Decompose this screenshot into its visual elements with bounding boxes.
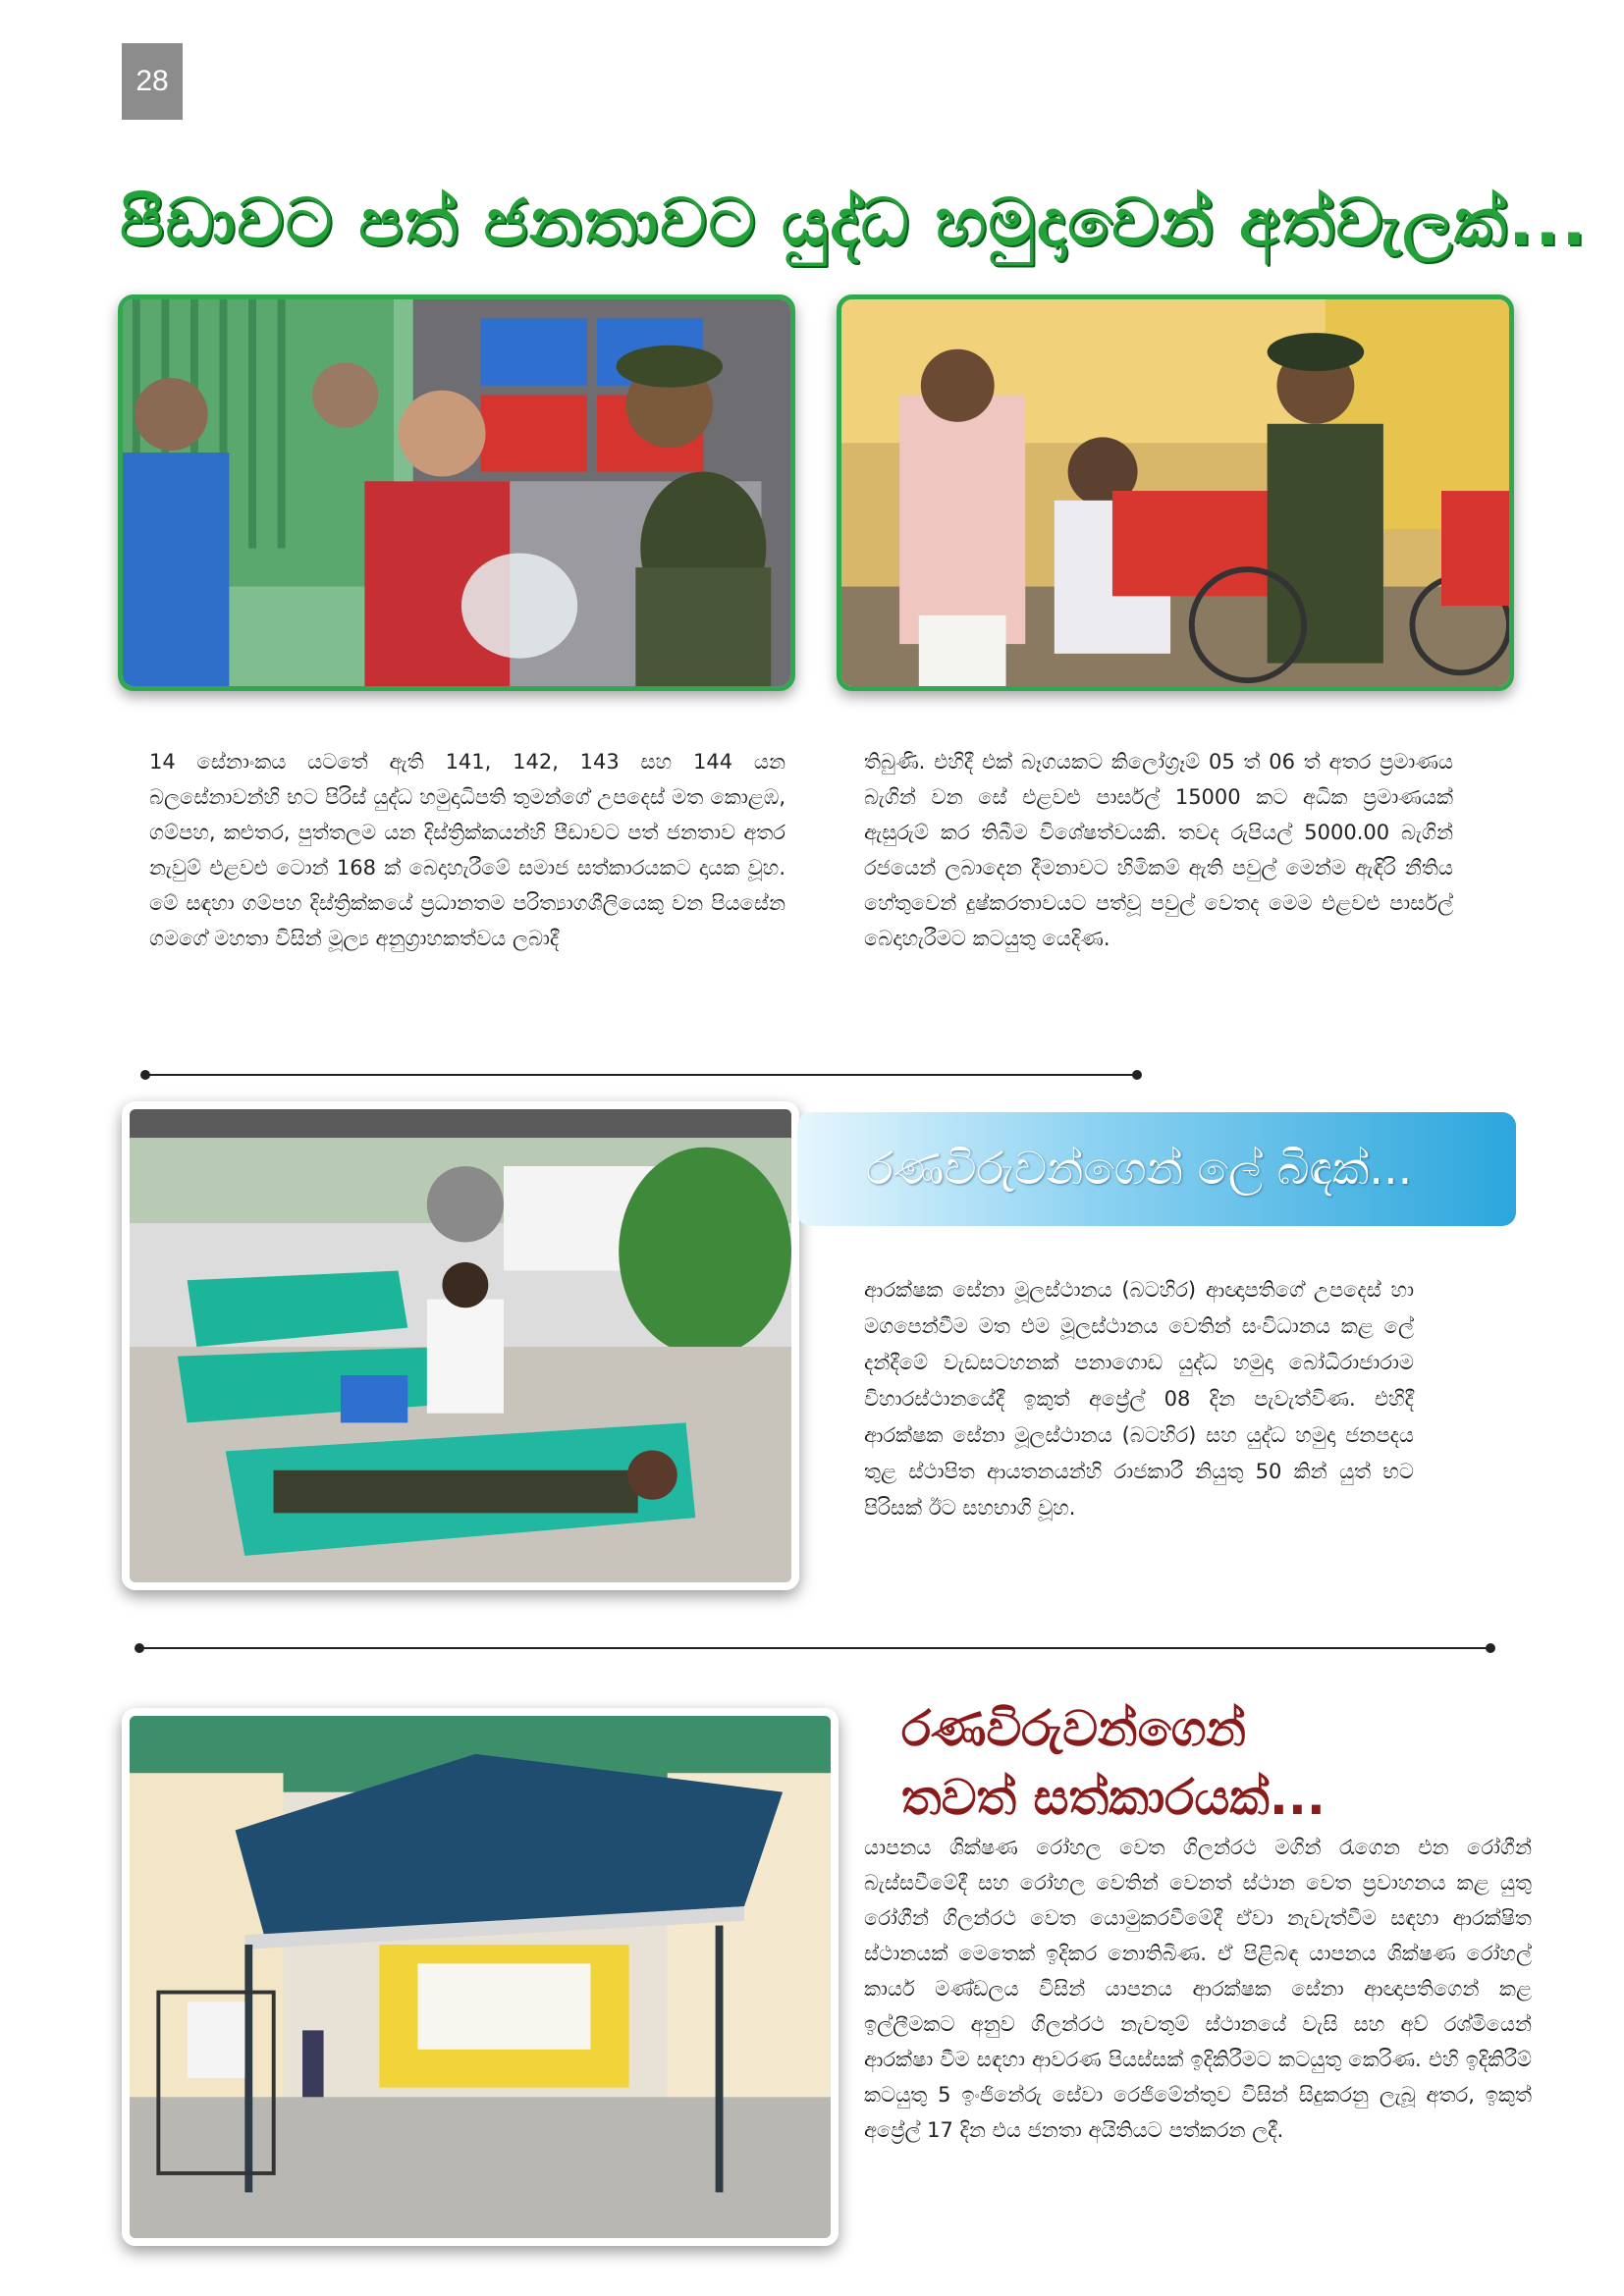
section-divider-2 bbox=[139, 1647, 1490, 1649]
page-number: 28 bbox=[122, 43, 183, 120]
shelter-title bbox=[901, 1694, 1530, 1832]
section-divider-1 bbox=[145, 1074, 1137, 1076]
blood-donation-title-banner bbox=[797, 1112, 1516, 1226]
food-distribution-photo-left-image bbox=[123, 299, 790, 686]
blood-donation-title: රණවිරුවන්ගෙන් ලේ බිඳක්... bbox=[866, 1142, 1413, 1195]
food-distribution-photo-right-image bbox=[841, 299, 1509, 686]
blood-donation-photo bbox=[122, 1101, 799, 1590]
shelter-title-line1: රණවිරුවන්ගෙන් bbox=[901, 1700, 1247, 1757]
shelter-text: යාපනය ශික්ෂණ රෝහල වෙත ගිලන්රථ මගින් රැගෙන එන රෝගීන් බැස්සවීමේදී සහ රෝහල වෙතින් වෙනත් ස්ථාන වෙත ප්‍රවාහනය කළ යුතු රෝගීන් ගිලන්රථ වෙත යොමුකරවීමේදී ඒවා නැවැත්වීම සඳහා ආරක්ෂිත ස්ථානයක් මෙතෙක් ඉදිකර නොතිබිණ. ඒ පිළිබඳ යාපනය ශික්ෂණ රෝහල් කාර්ය මණ්ඩලය විසින් යාපනය ආරක්ෂක සේනා ආඥාපතිගෙන් කළ ඉල්ලීමකට අනුව ගිලන්රථ නැවතුම් ස්ථානයේ වැසි සහ අව් රශ්මියෙන් ආරක්ෂා වීම සඳහා ආවරණ පියස්සක් ඉදිකිරීමට කටයුතු කෙරිණ. එහි ඉදිකිරීම් කටයුතු 5 ඉංජිනේරු සේවා රෙජිමේන්තුව විසින් සිදුකරනු ලැබූ අතර, ඉකුත් අප්‍රේල් 17 දින එය ජනතා අයිතියට පත්කරන ලදී. bbox=[864, 1836, 1532, 2142]
food-distribution-text-col2: තිබුණි. එහිදී එක් බෑගයකට කිලෝග්‍රෑම් 05 ත් 06 ත් අතර ප්‍රමාණය බැගින් වන සේ එළවළු පාර්සල් 15000 කට අධික ප්‍රමාණයක් ඇසුරුම් කර තිබීම විශේෂත්වයකි. තවද රුපියල් 5000.00 බැගින් රජයෙන් ලබාදෙන දීමනාවට හිමිකම් ඇති පවුල් මෙන්ම ඇඳිරි නීතිය හේතුවෙන් දුෂ්කරතාවයට පත්වූ පවුල් වෙතද මෙම එළවළු පාර්සල් බෙදාහැරීමට කටයුතු යෙදිණ. bbox=[864, 750, 1453, 950]
blood-donation-text: ආරක්ෂක සේනා මූලස්ථානය (බටහිර) ආඥාපතිගේ උපදෙස් හා මගපෙන්වීම මත එම මූලස්ථානය වෙතින් සංවිධානය කළ ලේ දන්දීමේ වැඩසටහනක් පනාගොඩ යුද්ධ හමුදා බෝධිරාජාරාම විහාරස්ථානයේදී ඉකුත් අප්‍රේල් 08 දින පැවැත්විණ. එහිදී ආරක්ෂක සේනා මූලස්ථානය (බටහිර) සහ යුද්ධ හමුදා ජනපදය තුළ ස්ථාපිත ආයතනයන්හි රාජකාරී නියුතු 50 කින් යුත් භට පිරිසක් ඊට සහභාගි වූහ. bbox=[864, 1278, 1414, 1520]
food-distribution-photo-left bbox=[118, 294, 795, 691]
page-headline: පීඩාවට පත් ජනතාවට යුද්ධ හමුදාවෙන් අත්වැලක්... bbox=[120, 185, 1589, 260]
blood-donation-photo-image bbox=[130, 1109, 791, 1582]
shelter-title-line2: තවත් සත්කාරයක්... bbox=[901, 1769, 1326, 1826]
food-distribution-photo-right bbox=[837, 294, 1514, 691]
ambulance-shelter-photo-image bbox=[130, 1716, 831, 2238]
food-distribution-text-col1: 14 සේනාංකය යටතේ ඇති 141, 142, 143 සහ 144 යන බලසේනාවන්හි භට පිරිස් යුද්ධ හමුදාධිපති තුමන්ගේ උපදෙස් මත කොළඹ, ගම්පහ, කළුතර, පුත්තලම යන දිස්ත්‍රික්කයන්හි පීඩාවට පත් ජනතාව අතර නැවුම් එළවළු ටොන් 168 ක් බෙදාහැරීමේ සමාජ සත්කාරයකට දායක වූහ. මේ සඳහා ගම්පහ දිස්ත්‍රික්කයේ ප්‍රධානතම පරිත්‍යාගශීලියෙකු වන පියසේන ගමගේ මහතා විසින් මූල්‍ය අනුග්‍රාහකත්වය ලබාදී bbox=[149, 750, 785, 950]
ambulance-shelter-photo bbox=[122, 1708, 839, 2246]
